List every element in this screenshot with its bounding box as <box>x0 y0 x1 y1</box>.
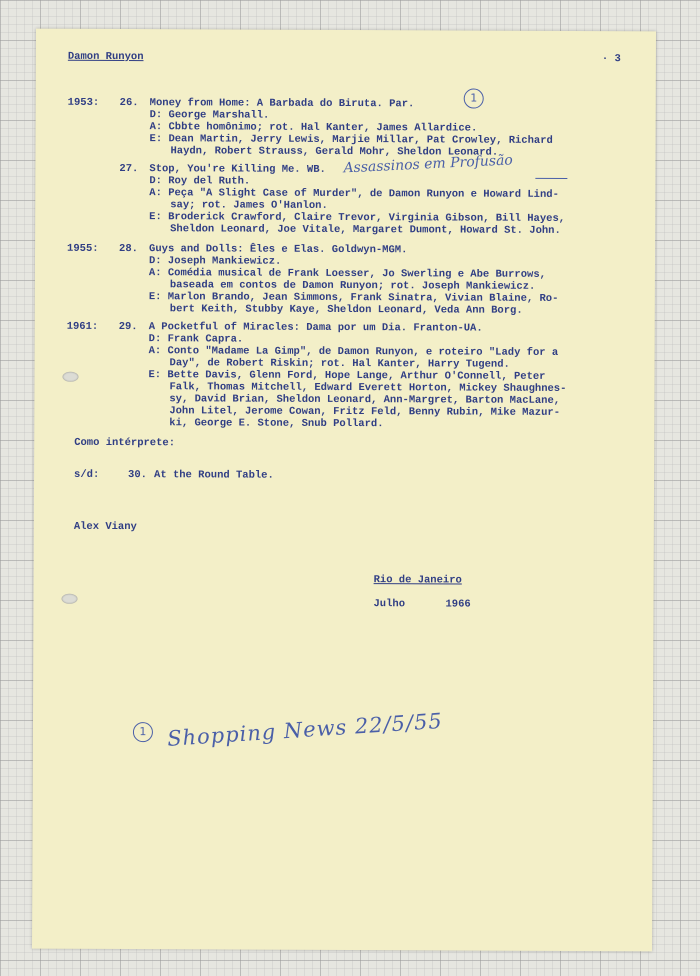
director-name: Joseph Mankiewicz. <box>167 255 282 268</box>
director-line <box>149 175 250 187</box>
source-text: Peça "A Slight Case of Murder", de Damon Runyon e Howard Lind- <box>168 187 559 201</box>
circle-mark: 1 <box>464 89 484 109</box>
date-year: 1966 <box>445 598 471 611</box>
page-number-value: 3 <box>614 53 621 66</box>
director-label: D: <box>149 175 162 188</box>
source-text: Cbbte homônimo; rot. Hal Kanter, James Allardice. <box>168 121 478 135</box>
entry-title: Guys and Dolls: Êles e Elas. Goldwyn-MGM. <box>149 243 408 257</box>
header-author: Damon Runyon <box>67 50 144 64</box>
cast-text: Bette Davis, Glenn Ford, Hope Lange, Arthur O'Connell, Peter <box>167 369 546 383</box>
source-text: Conto "Madame La Gimp", de Damon Runyon, e roteiro "Lady for a <box>167 345 559 359</box>
director-line <box>149 333 244 345</box>
cast-text: bert Keith, Stubby Kaye, Sheldon Leonard, Veda Ann Borg. <box>169 303 523 317</box>
punch-hole <box>62 594 78 604</box>
entry-number: 26. <box>119 97 139 110</box>
cast-label: E: <box>148 291 162 304</box>
source-label: A: <box>148 345 162 358</box>
director-line <box>150 109 270 122</box>
cast-text: Dean Martin, Jerry Lewis, Marjie Millar, Pat Crowley, Richard <box>168 133 553 147</box>
entry-title: Money from Home: A Barbada do Biruta. Par. <box>149 97 415 111</box>
source-label: A: <box>148 267 162 280</box>
source-text: say; rot. James O'Hanlon. <box>170 199 328 212</box>
interpreter-prefix: s/d: <box>74 468 100 481</box>
cast-label: E: <box>148 369 162 382</box>
source-text: baseada em contos de Damon Runyon; rot. Joseph Mankiewicz. <box>169 279 536 293</box>
page-number: · 3 <box>601 53 621 66</box>
pen-stroke <box>535 178 567 179</box>
source-label: A: <box>149 187 162 200</box>
place: Rio de Janeiro <box>373 574 462 587</box>
cast-text: Falk, Thomas Mitchell, Edward Everett Horton, Mickey Shaughnes- <box>169 381 567 395</box>
cast-text: ki, George E. Stone, Snub Pollard. <box>169 417 384 431</box>
interpreter-title: At the Round Table. <box>154 469 274 482</box>
punch-hole <box>62 372 78 382</box>
entry-number: 27. <box>119 163 139 176</box>
cast-text: Haydn, Robert Strauss, Gerald Mohr, Sheldon Leonard. <box>170 145 499 159</box>
entry-year: 1953: <box>67 96 100 109</box>
entry-year: 1961: <box>66 320 99 333</box>
cast-text: Marlon Brando, Jean Simmons, Frank Sinatra, Vivian Blaine, Ro- <box>167 291 559 305</box>
director-name: Roy del Ruth. <box>168 175 251 188</box>
entry-number: 28. <box>119 243 138 256</box>
director-label: D: <box>148 333 162 346</box>
entry-title: A Pocketful of Miracles: Dama por um Dia. Franton-UA. <box>148 321 483 335</box>
signature: Alex Viany <box>73 520 137 534</box>
cast-label: E: <box>149 133 163 146</box>
director-label: D: <box>148 255 162 268</box>
director-name: Frank Capra. <box>167 333 244 346</box>
date-month: Julho <box>373 598 406 611</box>
cast-text: sy, David Brian, Sheldon Leonard, Ann-Margret, Barton MacLane, <box>169 393 561 407</box>
source-text: Comédia musical de Frank Loesser, Jo Swerling e Abe Burrows, <box>167 267 546 281</box>
interpreter-number: 30. <box>128 469 147 482</box>
entry-title: Stop, You're Killing Me. WB. <box>149 163 326 176</box>
footnote-circle-mark: 1 <box>133 722 153 742</box>
director-label: D: <box>149 109 163 122</box>
entry-number: 29. <box>118 321 138 334</box>
cast-text: John Litel, Jerome Cowan, Fritz Feld, Benny Rubin, Mike Mazur- <box>169 405 561 419</box>
director-name: George Marshall. <box>168 109 270 122</box>
director-line <box>149 255 281 268</box>
source-label: A: <box>149 121 163 134</box>
footnote-note: Shopping News 22/5/55 <box>166 708 444 751</box>
cast-label: E: <box>149 211 162 224</box>
cast-text: Sheldon Leonard, Joe Vitale, Margaret Dumont, Howard St. John. <box>170 223 561 237</box>
source-text: Day", de Robert Riskin; rot. Hal Kanter, Harry Tugend. <box>169 357 510 371</box>
entry-year: 1955: <box>67 242 99 255</box>
margin-note: Assassinos em Profusão <box>343 152 514 177</box>
cast-text: Broderick Crawford, Claire Trevor, Virginia Gibson, Bill Hayes, <box>168 211 566 225</box>
document-sheet <box>32 29 656 952</box>
interpreter-heading: Como intérprete: <box>74 436 176 450</box>
